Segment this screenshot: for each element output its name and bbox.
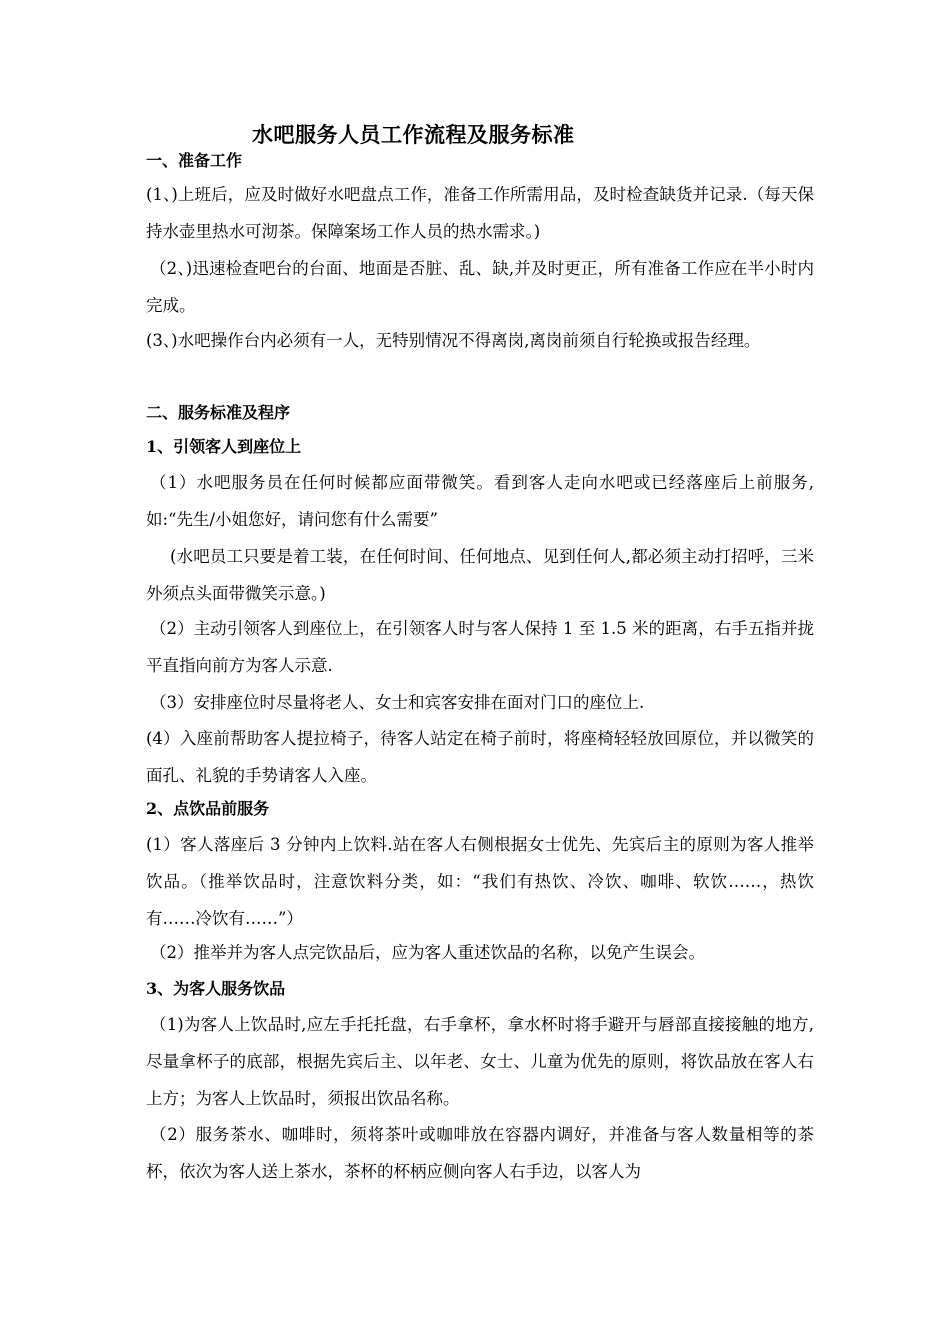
paragraph-pre-order-2: （2）推举并为客人点完饮品后，应为客人重述饮品的名称，以免产生误会。 (150, 943, 705, 962)
paragraph-guide-1: （1）水吧服务员在任何时候都应面带微笑。看到客人走向水吧或已经落座后上前服务,如:“先生/小姐您好，请问您有什么需要” (146, 473, 814, 529)
paragraph-preparation-2: （2、)迅速检查吧台的台面、地面是否脏、乱、缺,并及时更正，所有准备工作应在半小时内完成。 (146, 259, 814, 315)
paragraph-guide-4: (4）入座前帮助客人提拉椅子，待客人站定在椅子前时，将座椅轻轻放回原位，并以微笑的面孔、礼貌的手势请客人入座。 (146, 729, 814, 785)
document-title: 水吧服务人员工作流程及服务标准 (252, 122, 575, 147)
subsection-heading-pre-order: 2、点饮品前服务 (146, 799, 270, 818)
paragraph-serve-drinks-2: （2）服务茶水、咖啡时，须将茶叶或咖啡放在容器内调好，并准备与客人数量相等的茶杯，依次为客人送上茶水，茶杯的杯柄应侧向客人右手边，以客人为 (146, 1125, 814, 1181)
paragraph-guide-2: （2）主动引领客人到座位上，在引领客人时与客人保持 1 至 1.5 米的距离，右手五指并拢平直指向前方为客人示意. (146, 619, 814, 675)
paragraph-preparation-1: (1、)上班后，应及时做好水吧盘点工作，准备工作所需用品，及时检查缺货并记录.（每天保持水壶里热水可沏茶。保障案场工作人员的热水需求。) (146, 185, 814, 241)
paragraph-preparation-3: (3、)水吧操作台内必须有一人，无特别情况不得离岗,离岗前须自行轮换或报告经理。 (146, 331, 761, 350)
subsection-heading-serve-drinks: 3、为客人服务饮品 (146, 979, 286, 998)
paragraph-guide-3: （3）安排座位时尽量将老人、女士和宾客安排在面对门口的座位上. (150, 693, 645, 712)
section-heading-preparation: 一、准备工作 (146, 151, 243, 170)
section-heading-service-standards: 二、服务标准及程序 (146, 403, 291, 422)
paragraph-pre-order-1: (1）客人落座后 3 分钟内上饮料.站在客人右侧根据女士优先、先宾后主的原则为客人推举饮品。（推举饮品时，注意饮料分类，如：“我们有热饮、冷饮、咖啡、软饮……，热饮有……冷饮有……”） (146, 835, 814, 928)
paragraph-guide-note: (水吧员工只要是着工装，在任何时间、任何地点、见到任何人,都必须主动打招呼，三米外须点头面带微笑示意。) (146, 547, 814, 603)
paragraph-serve-drinks-1: （1)为客人上饮品时,应左手托托盘，右手拿杯，拿水杯时将手避开与唇部直接接触的地方,尽量拿杯子的底部，根据先宾后主、以年老、女士、儿童为优先的原则，将饮品放在客人右上方；为客人上饮品时，须报出饮品名称。 (146, 1015, 814, 1108)
subsection-heading-guide-guests: 1、引领客人到座位上 (146, 437, 302, 456)
